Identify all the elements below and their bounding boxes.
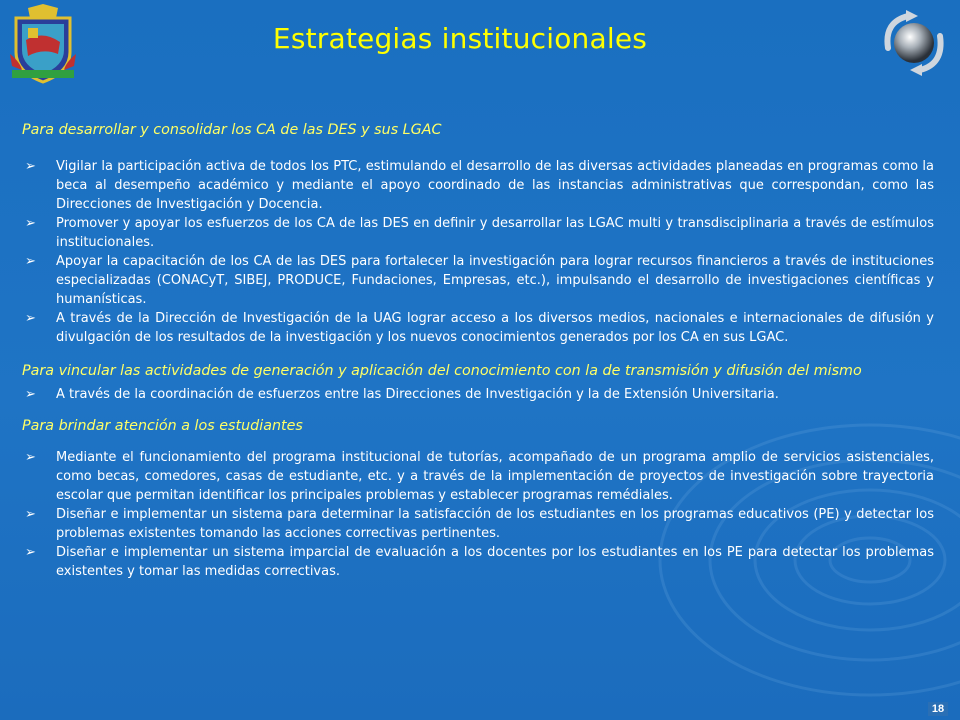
section-ca-development [22,120,934,347]
bullet-text: Promover y apoyar los esfuerzos de los CA de las DES en definir y desarrollar las LGAC multi y transdisciplinaria a través de estímulos institucionales. [56,216,934,250]
bullet-item [22,309,934,347]
bullet-arrow-icon: ➢ [25,507,36,522]
section-heading: Para vincular las actividades de generación y aplicación del conocimiento con la de transmisión y difusión del mismo [22,363,862,379]
slide-title: Estrategias institucionales [272,22,648,55]
bullet-item [22,448,934,505]
section-heading: Para brindar atención a los estudiantes [22,418,303,434]
bullet-item [22,505,934,543]
bullet-item [22,252,934,309]
bullet-text: Mediante el funcionamiento del programa institucional de tutorías, acompañado de un programa amplio de servicios asistenciales, como becas, comedores, casas de estudiante, etc. y a través de la implementación de proyectos de investigación sobre trayectoria escolar que permitan identificar los principales problemas y establecer programas remédiales. [56,450,934,503]
bullet-text: Diseñar e implementar un sistema para determinar la satisfacción de los estudiantes en los programas educativos (PE) y detectar los problemas existentes tomando las acciones correctivas pertinentes. [56,507,934,541]
bullet-arrow-icon: ➢ [25,159,36,174]
bullet-list [22,448,934,581]
bullet-arrow-icon: ➢ [25,545,36,560]
bullet-text: Diseñar e implementar un sistema imparcial de evaluación a los docentes por los estudiantes en los PE para detectar los problemas existentes y tomar las medidas correctivas. [56,545,934,579]
slide-content [22,120,934,581]
bullet-list [22,157,934,347]
page-number: 18 [928,702,948,716]
bullet-list [22,385,934,404]
section-student-attention [22,416,934,581]
bullet-arrow-icon: ➢ [25,387,36,402]
section-knowledge-linkage [22,361,934,404]
bullet-arrow-icon: ➢ [25,254,36,269]
bullet-item [22,385,934,404]
bullet-item [22,157,934,214]
bullet-text: A través de la Dirección de Investigación de la UAG lograr acceso a los diversos medios, nacionales e internacionales de difusión y divulgación de los resultados de la investigación y los nuevos conocimientos generados por los CA en sus LGAC. [56,311,934,345]
section-heading: Para desarrollar y consolidar los CA de las DES y sus LGAC [22,122,442,138]
bullet-item [22,543,934,581]
bullet-arrow-icon: ➢ [25,311,36,326]
bullet-arrow-icon: ➢ [25,216,36,231]
bullet-arrow-icon: ➢ [25,450,36,465]
bullet-text: Apoyar la capacitación de los CA de las DES para fortalecer la investigación para lograr recursos financieros a través de instituciones especializadas (CONACyT, SIBEJ, PRODUCE, Fundaciones, Empresas, etc.), impulsando el desarrollo de investigaciones científicas y humanísticas. [56,254,934,307]
bullet-text: A través de la coordinación de esfuerzos entre las Direcciones de Investigación y la de Extensión Universitaria. [56,387,779,402]
bullet-text: Vigilar la participación activa de todos los PTC, estimulando el desarrollo de las diversas actividades planeadas en programas como la beca al desempeño académico y mediante el apoyo coordinado de las instancias administrativas que correspondan, como las Direcciones de Investigación y Docencia. [56,159,934,212]
bullet-item [22,214,934,252]
